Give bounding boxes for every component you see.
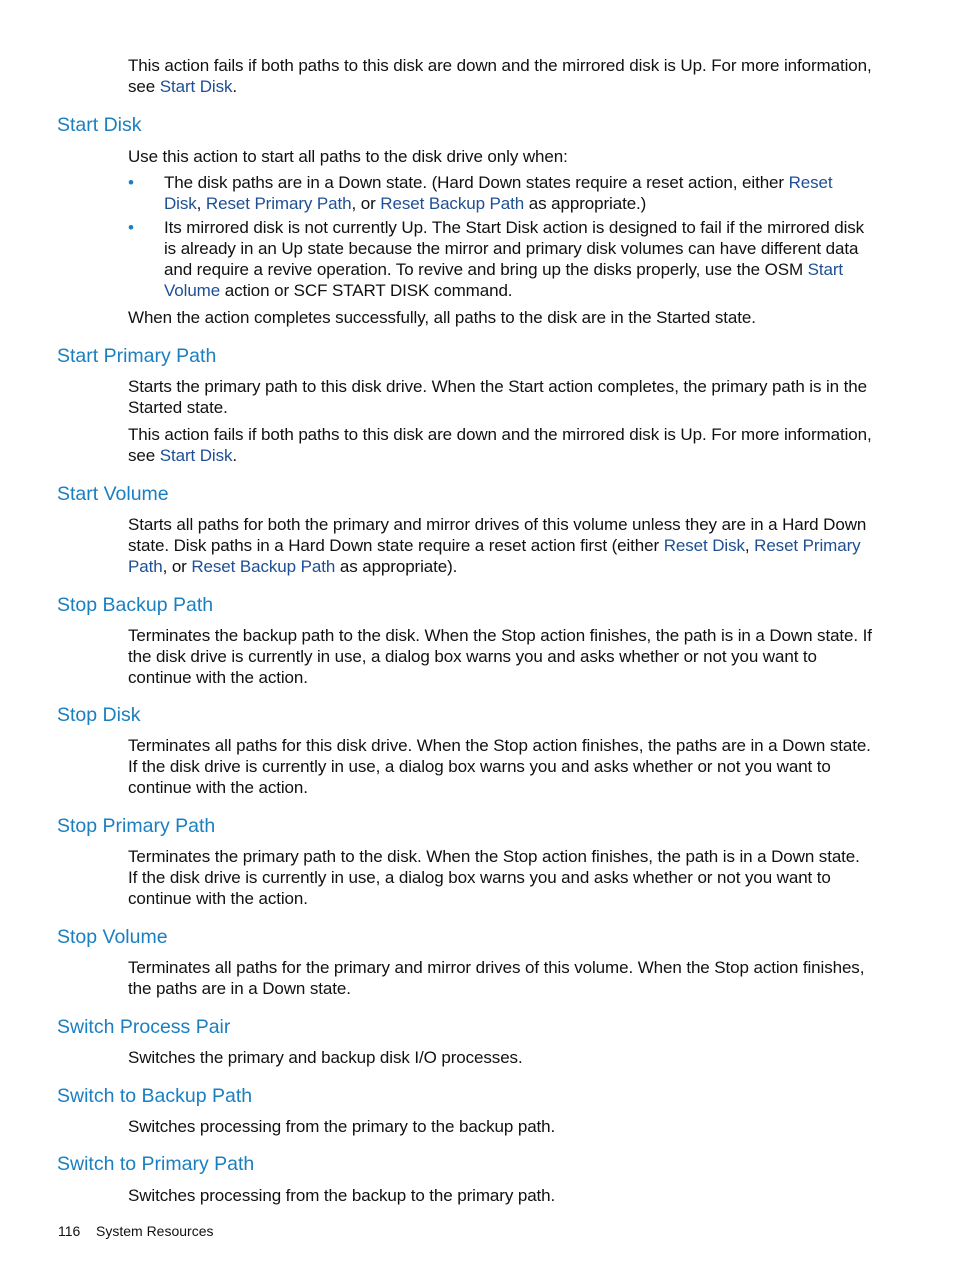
heading-stop-backup-path: Stop Backup Path [57,594,214,616]
heading-switch-to-primary-path: Switch to Primary Path [57,1153,255,1175]
heading-stop-primary-path: Stop Primary Path [57,815,216,837]
heading-start-disk: Start Disk [57,114,142,136]
heading-stop-volume: Stop Volume [57,926,168,948]
start-disk-outro: When the action completes successfully, all paths to the disk are in the Started state. [128,308,756,327]
heading-switch-to-backup-path: Switch to Backup Path [57,1085,253,1107]
switch-to-backup-path-paragraph: Switches processing from the primary to the backup path. [128,1117,556,1136]
paragraph-end: . [232,446,238,465]
footer-section-title: System Resources [96,1223,214,1239]
heading-stop-disk: Stop Disk [57,704,141,726]
start-primary-path-p1: Starts the primary path to this disk drive. When the Start action completes, the primary path is in the Started state. [128,377,867,417]
stop-disk-paragraph: Terminates all paths for this disk drive. When the Stop action finishes, the paths are in a Down state. If the disk drive is currently in use, a dialog box warns you and asks whether or not you want to continue with the action. [128,736,871,797]
page-footer [58,1222,213,1240]
link-reset-backup-path[interactable]: Reset Backup Path [380,194,525,213]
stop-volume-paragraph: Terminates all paths for the primary and mirror drives of this volume. When the Stop action finishes, the paths are in a Down state. [128,958,865,998]
bullet-icon: • [128,173,134,192]
bullet-text: Its mirrored disk is not currently Up. The Start Disk action is designed to fail if the mirrored disk is already in an Up state because the mirror and primary disk volumes can have different data and require a revive operation. To revive and bring up the disks properly, use the OSM [164,218,865,279]
paragraph-text: as appropriate). [335,557,458,576]
start-disk-intro: Use this action to start all paths to the disk drive only when: [128,147,568,166]
link-reset-primary-path[interactable]: Reset Primary Path [205,194,352,213]
paragraph-text: Starts all paths for both the primary and mirror drives of this volume unless they are in a Hard Down state. Disk paths in a Hard Down state require a reset action first (either [128,515,867,555]
paragraph-text: This action fails if both paths to this disk are down and the mirrored disk is Up. For more information, see [128,425,872,465]
start-primary-path-p2 [128,424,873,466]
page-number: 116 [58,1223,81,1239]
start-volume-paragraph [128,514,873,577]
link-reset-disk[interactable]: Reset Disk [164,173,833,213]
heading-start-primary-path: Start Primary Path [57,345,217,367]
link-start-volume[interactable]: Start Volume [164,260,844,300]
bullet-icon: • [128,218,134,237]
link-start-disk[interactable]: Start Disk [159,446,233,465]
bullet-item [128,172,873,214]
stop-primary-path-paragraph: Terminates the primary path to the disk. When the Stop action finishes, the path is in a Down state. If the disk drive is currently in use, a dialog box warns you and asks whether or not you want to continue with the action. [128,847,860,908]
stop-backup-path-paragraph: Terminates the backup path to the disk. When the Stop action finishes, the path is in a Down state. If the disk drive is currently in use, a dialog box warns you and asks whether or not you want to continue with the action. [128,626,872,687]
intro-text: This action fails if both paths to this disk are down and the mirrored disk is Up. For more information, see [128,56,872,96]
start-disk-bullet-list [128,172,873,301]
link-reset-disk[interactable]: Reset Disk [663,536,745,555]
bullet-text: as appropriate.) [524,194,647,213]
bullet-text: , [196,194,206,213]
link-reset-backup-path[interactable]: Reset Backup Path [191,557,336,576]
intro-end: . [232,77,238,96]
paragraph-text: , or [162,557,192,576]
heading-start-volume: Start Volume [57,483,169,505]
bullet-text: action or SCF START DISK command. [220,281,513,300]
link-reset-primary-path[interactable]: Reset Primary Path [128,536,861,576]
bullet-text: The disk paths are in a Down state. (Hard Down states require a reset action, either [164,173,789,192]
bullet-item [128,217,873,301]
bullet-text: , or [351,194,381,213]
switch-process-pair-paragraph: Switches the primary and backup disk I/O processes. [128,1048,523,1067]
paragraph-text: , [744,536,755,555]
switch-to-primary-path-paragraph: Switches processing from the backup to the primary path. [128,1186,556,1205]
link-start-disk[interactable]: Start Disk [159,77,233,96]
heading-switch-process-pair: Switch Process Pair [57,1016,231,1038]
intro-paragraph [128,55,873,97]
